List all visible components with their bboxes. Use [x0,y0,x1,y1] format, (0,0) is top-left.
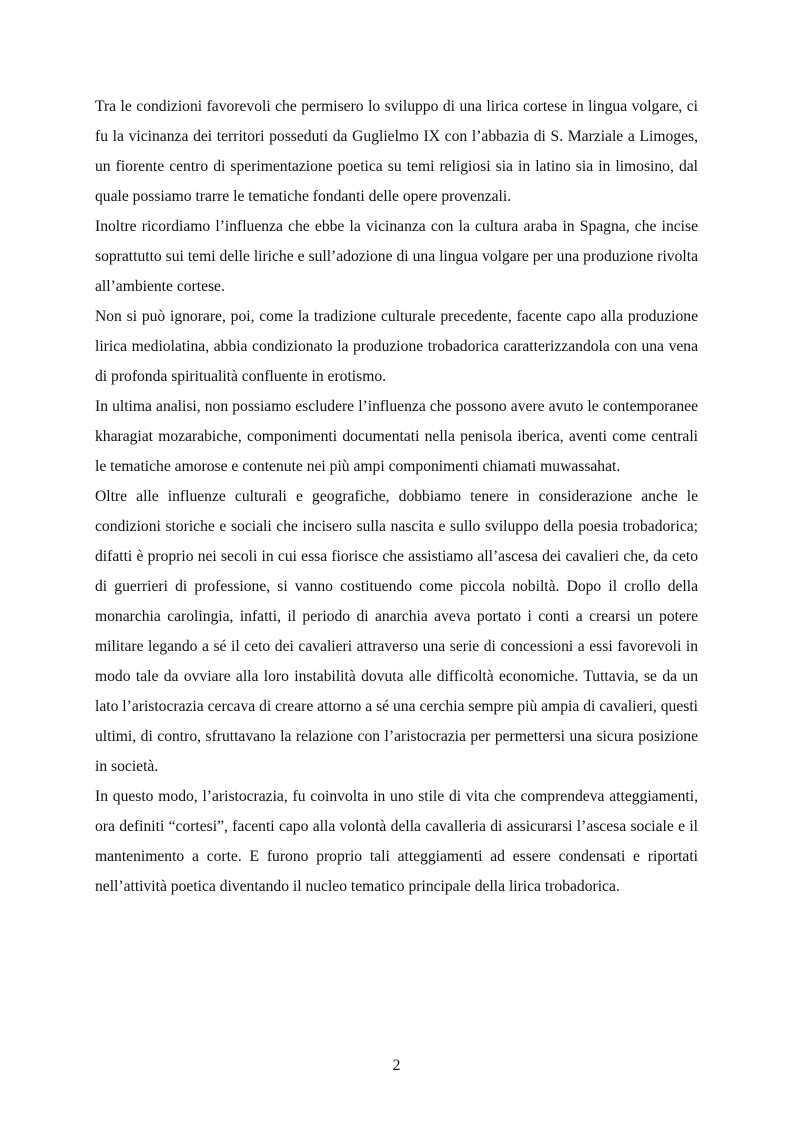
paragraph-5: Oltre alle influenze culturali e geografiche, dobbiamo tenere in considerazione anche le condizioni storiche e sociali che incisero sulla nascita e sullo sviluppo della poesia trobadorica; difatti è proprio nei secoli in cui essa fiorisce che assistiamo all’ascesa dei cavalieri che, da ceto di guerrieri di professione, si vanno costituendo come piccola nobiltà. Dopo il crollo della monarchia carolingia, infatti, il periodo di anarchia aveva portato i conti a crearsi un potere militare legando a sé il ceto dei cavalieri attraverso una serie di concessioni a essi favorevoli in modo tale da ovviare alla loro instabilità dovuta alle difficoltà economiche. Tuttavia, se da un lato l’aristocrazia cercava di creare attorno a sé una cerchia sempre più ampia di cavalieri, questi ultimi, di contro, sfruttavano la relazione con l’aristocrazia per permettersi una sicura posizione in società. [95,488,698,775]
paragraph-3: Non si può ignorare, poi, come la tradizione culturale precedente, facente capo alla produzione lirica mediolatina, abbia condizionato la produzione trobadorica caratterizzandola con una vena di profonda spiritualità confluente in erotismo. [95,308,698,385]
body-text [95,92,698,902]
paragraph-6: In questo modo, l’aristocrazia, fu coinvolta in uno stile di vita che comprendeva atteggiamenti, ora definiti “cortesi”, facenti capo alla volontà della cavalleria di assicurarsi l’ascesa sociale e il mantenimento a corte. E furono proprio tali atteggiamenti ad essere condensati e riportati nell’attività poetica diventando il nucleo tematico principale della lirica trobadorica. [95,788,698,895]
paragraph-4: In ultima analisi, non possiamo escludere l’influenza che possono avere avuto le contemporanee kharagiat mozarabiche, componimenti documentati nella penisola iberica, aventi come centrali le tematiche amorose e contenute nei più ampi componimenti chiamati muwassahat. [95,398,698,475]
paragraph-2: Inoltre ricordiamo l’influenza che ebbe la vicinanza con la cultura araba in Spagna, che incise soprattutto sui temi delle liriche e sull’adozione di una lingua volgare per una produzione rivolta all’ambiente cortese. [95,218,698,295]
paragraph-1: Tra le condizioni favorevoli che permisero lo sviluppo di una lirica cortese in lingua volgare, ci fu la vicinanza dei territori posseduti da Guglielmo IX con l’abbazia di S. Marziale a Limoges, un fiorente centro di sperimentazione poetica su temi religiosi sia in latino sia in limosino, dal quale possiamo trarre le tematiche fondanti delle opere provenzali. [95,98,698,205]
page-number: 2 [392,1057,401,1074]
